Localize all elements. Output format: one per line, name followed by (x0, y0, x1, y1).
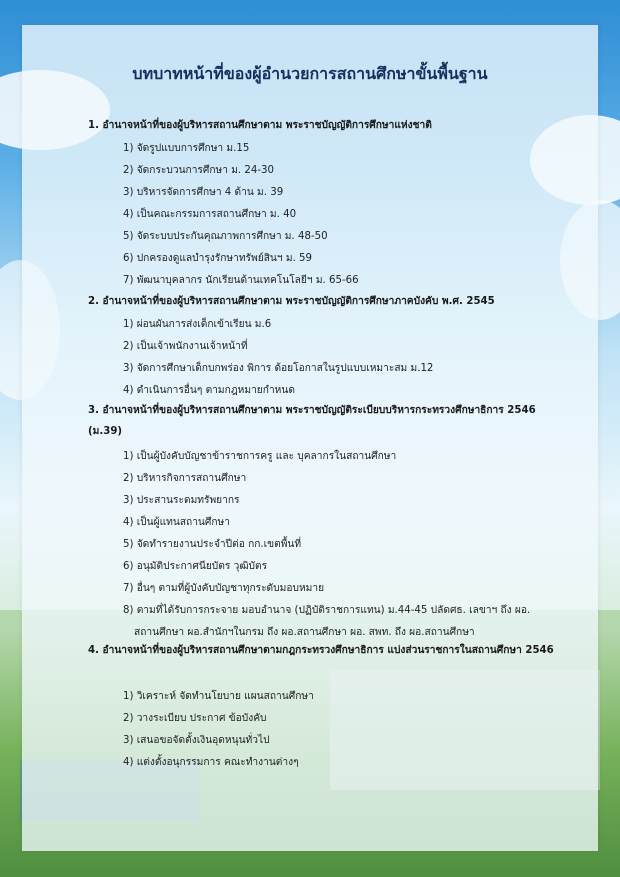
section-1-item-2: 2) จัดกระบวนการศึกษา ม. 24-30 (123, 165, 275, 176)
section-3-item-8 (123, 602, 553, 640)
section-2-item-3: 3) จัดการศึกษาเด็กบกพร่อง พิการ ด้อยโอกาสในรูปแบบเหมาะสม ม.12 (123, 363, 434, 374)
section-3-item-8-line-1: 8) ตามที่ได้รับการกระจาย มอบอำนาจ (ปฏิบัติราชการแทน) ม.44-45 ปลัดศธ. เลขาฯ ถึง ผอ. (123, 605, 531, 616)
section-3-item-8-line-2: สถานศึกษา ผอ.สำนักฯในกรม ถึง ผอ.สถานศึกษา ผอ. สพท. ถึง ผอ.สถานศึกษา (134, 627, 475, 638)
section-1-item-6: 6) ปกครองดูแลบำรุงรักษาทรัพย์สินฯ ม. 59 (123, 253, 313, 264)
section-1-item-5: 5) จัดระบบประกันคุณภาพการศึกษา ม. 48-50 (123, 231, 328, 242)
section-3-item-5: 5) จัดทำรายงานประจำปีต่อ กก.เขตพื้นที่ (123, 539, 302, 550)
section-2-item-1: 1) ผ่อนผันการส่งเด็กเข้าเรียน ม.6 (123, 319, 272, 330)
section-1-item-3: 3) บริหารจัดการศึกษา 4 ด้าน ม. 39 (123, 187, 284, 198)
section-3-item-6: 6) อนุมัติประกาศนียบัตร วุฒิบัตร (123, 561, 268, 572)
section-2-heading: 2. อำนาจหน้าที่ของผู้บริหารสถานศึกษาตาม พระราชบัญญัติการศึกษาภาคบังคับ พ.ศ. 2545 (88, 296, 495, 307)
section-4-item-1: 1) วิเคราะห์ จัดทำนโยบาย แผนสถานศึกษา (123, 691, 314, 702)
section-2-item-2: 2) เป็นเจ้าพนักงานเจ้าหน้าที่ (123, 341, 248, 352)
section-3-item-3: 3) ประสานระดมทรัพยากร (123, 495, 240, 506)
section-3-item-1: 1) เป็นผู้บังคับบัญชาข้าราชการครู และ บุคลากรในสถานศึกษา (123, 451, 397, 462)
section-3-item-4: 4) เป็นผู้แทนสถานศึกษา (123, 517, 230, 528)
section-1-item-1: 1) จัดรูปแบบการศึกษา ม.15 (123, 143, 250, 154)
section-4-item-4: 4) แต่งตั้งอนุกรรมการ คณะทำงานต่างๆ (123, 757, 299, 768)
section-1-item-7: 7) พัฒนาบุคลากร นักเรียนด้านเทคโนโลยีฯ ม. 65-66 (123, 275, 359, 286)
section-3-item-2: 2) บริหารกิจการสถานศึกษา (123, 473, 247, 484)
page-title: บทบาทหน้าที่ของผู้อำนวยการสถานศึกษาขั้นพื้นฐาน (132, 64, 488, 83)
section-3-item-7: 7) อื่นๆ ตามที่ผู้บังคับบัญชาทุกระดับมอบหมาย (123, 583, 325, 594)
section-1-heading: 1. อำนาจหน้าที่ของผู้บริหารสถานศึกษาตาม พระราชบัญญัติการศึกษาแห่งชาติ (88, 120, 432, 131)
section-1-item-4: 4) เป็นคณะกรรมการสถานศึกษา ม. 40 (123, 209, 297, 220)
section-4-item-2: 2) วางระเบียบ ประกาศ ข้อบังคับ (123, 713, 267, 724)
section-4-heading: 4. อำนาจหน้าที่ของผู้บริหารสถานศึกษาตามกฎกระทรวงศึกษาธิการ แบ่งส่วนราชการในสถานศึกษา 2546 (88, 645, 554, 656)
section-2-item-4: 4) ดำเนินการอื่นๆ ตามกฎหมายกำหนด (123, 385, 295, 396)
section-3-heading: 3. อำนาจหน้าที่ของผู้บริหารสถานศึกษาตาม พระราชบัญญัติระเบียบบริหารกระทรวงศึกษาธิการ 2546 (ม.39) (88, 405, 536, 437)
section-4-item-3: 3) เสนอขอจัดตั้งเงินอุดหนุนทั่วไป (123, 735, 270, 746)
